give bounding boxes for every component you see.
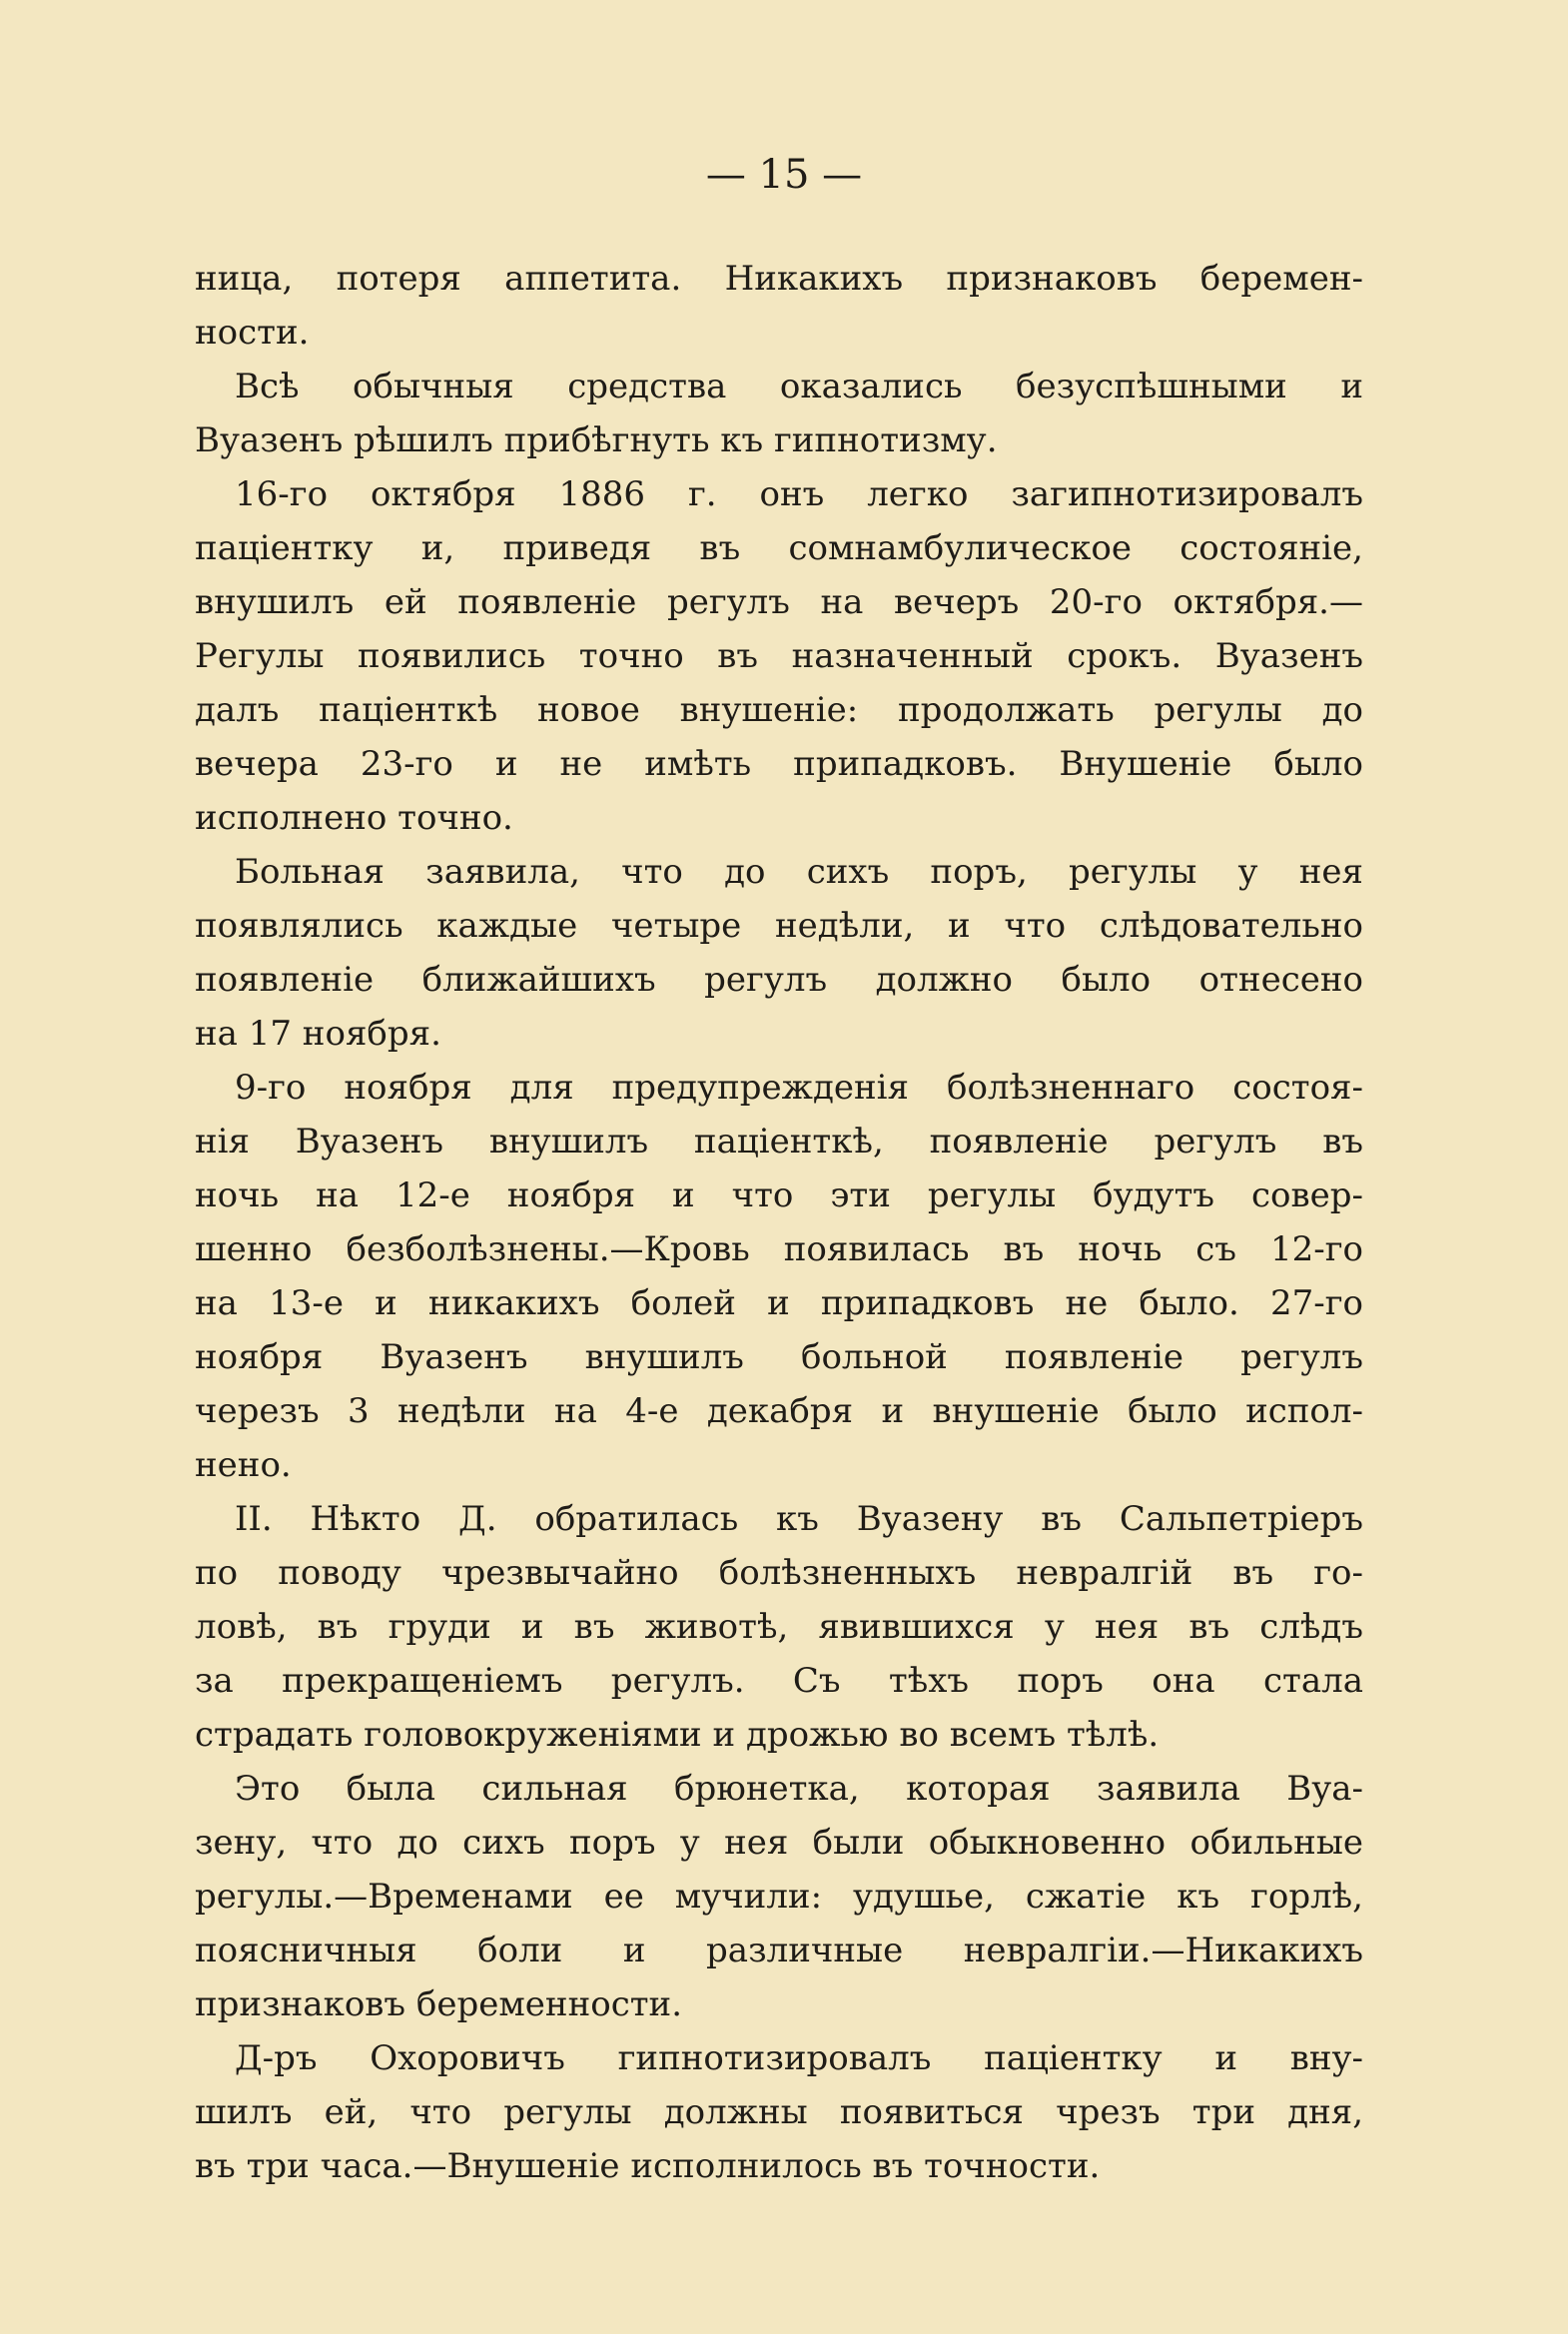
text-line: черезъ 3 недѣли на 4-е декабря и внушеніе было испол- (195, 1391, 1363, 1431)
text-line: Вуазенъ рѣшилъ прибѣгнуть къ гипнотизму. (195, 420, 998, 460)
text-line: появлялись каждые четыре недѣли, и что слѣдовательно (195, 906, 1363, 946)
text-line: 16-го октября 1886 г. онъ легко загипнотизировалъ (235, 474, 1363, 514)
page-number: — 15 — (705, 152, 863, 198)
text-line: шенно безболѣзнены.—Кровь появилась въ ночь съ 12-го (195, 1229, 1363, 1269)
text-line: по поводу чрезвычайно болѣзненныхъ невралгій въ го- (195, 1553, 1363, 1593)
text-line: II. Нѣкто Д. обратилась къ Вуазену въ Сальпетріеръ (235, 1499, 1363, 1539)
text-line: внушилъ ей появленіе регулъ на вечеръ 20-го октября.— (195, 582, 1363, 622)
text-line: Это была сильная брюнетка, которая заявила Вуа- (235, 1769, 1363, 1809)
text-line: далъ паціенткѣ новое внушеніе: продолжать регулы до (195, 690, 1363, 730)
text-line: паціентку и, приведя въ сомнамбулическое состояніе, (195, 528, 1363, 568)
text-line: Больная заявила, что до сихъ поръ, регулы у нея (235, 852, 1363, 892)
text-line: на 13-е и никакихъ болей и припадковъ не было. 27-го (195, 1283, 1363, 1323)
paragraph (195, 360, 1363, 467)
text-line: 9-го ноября для предупрежденія болѣзненнаго состоя- (235, 1068, 1363, 1108)
text-line: поясничныя боли и различные невралгіи.—Никакихъ (195, 1931, 1363, 1970)
text-line: исполнено точно. (195, 798, 513, 838)
text-line: за прекращеніемъ регулъ. Съ тѣхъ поръ она стала (195, 1661, 1363, 1701)
text-line: въ три часа.—Внушеніе исполнилось въ точности. (195, 2146, 1101, 2186)
paragraph (195, 1492, 1363, 1762)
text-line: регулы.—Временами ее мучили: удушье, сжатіе къ горлѣ, (195, 1877, 1363, 1917)
paragraph (195, 2031, 1363, 2193)
text-line: на 17 ноября. (195, 1014, 441, 1054)
text-line: страдать головокруженіями и дрожью во всемъ тѣлѣ. (195, 1715, 1160, 1755)
text-line: Регулы появились точно въ назначенный срокъ. Вуазенъ (195, 636, 1363, 676)
paragraph (195, 467, 1363, 845)
body-text (195, 252, 1363, 2193)
text-line: Всѣ обычныя средства оказались безуспѣшными и (235, 367, 1363, 406)
text-line: ловѣ, въ груди и въ животѣ, явившихся у нея въ слѣдъ (195, 1607, 1363, 1647)
paragraph (195, 845, 1363, 1061)
text-line: зену, что до сихъ поръ у нея были обыкновенно обильные (195, 1823, 1363, 1863)
text-line: шилъ ей, что регулы должны появиться чрезъ три дня, (195, 2092, 1363, 2132)
text-line: появленіе ближайшихъ регулъ должно было отнесено (195, 960, 1363, 1000)
text-line: ноября Вуазенъ внушилъ больной появленіе регулъ (195, 1337, 1363, 1377)
text-line: вечера 23-го и не имѣть припадковъ. Внушеніе было (195, 744, 1363, 784)
text-line: ности. (195, 313, 310, 353)
text-line: ночь на 12-е ноября и что эти регулы будутъ совер- (195, 1175, 1363, 1215)
paragraph (195, 1762, 1363, 2031)
text-line: Д-ръ Охоровичъ гипнотизировалъ паціентку и вну- (235, 2038, 1363, 2078)
text-line: нено. (195, 1445, 292, 1485)
text-line: признаковъ беременности. (195, 1984, 683, 2024)
text-line: ница, потеря аппетита. Никакихъ признаковъ беремен- (195, 259, 1363, 299)
paragraph (195, 1061, 1363, 1492)
paragraph (195, 252, 1363, 360)
text-line: нія Вуазенъ внушилъ паціенткѣ, появленіе регулъ въ (195, 1122, 1363, 1162)
